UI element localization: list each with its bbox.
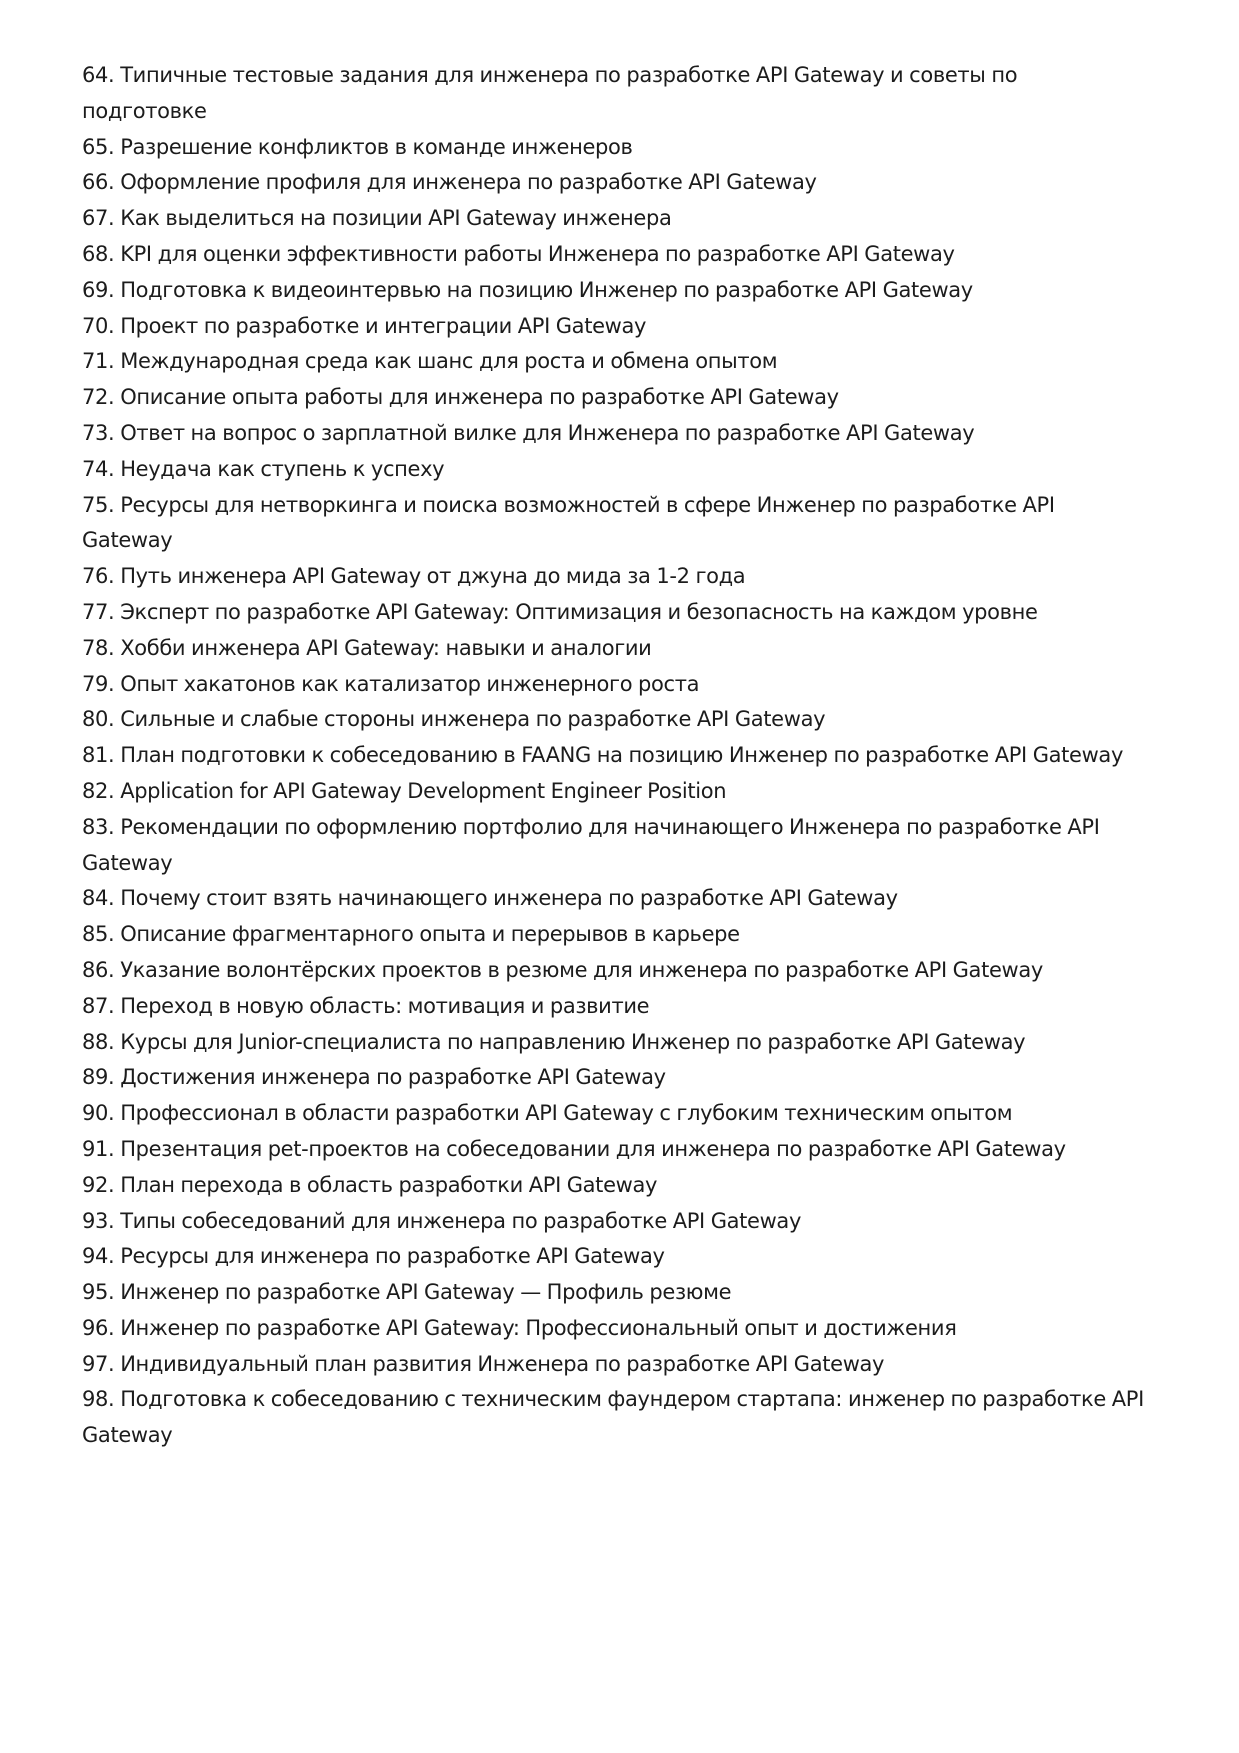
list-item — [82, 702, 1147, 738]
list-item — [82, 595, 1147, 631]
item-text: Разрешение конфликтов в команде инженеров — [120, 134, 633, 159]
list-item — [82, 1347, 1147, 1383]
item-number: 91. — [82, 1136, 115, 1161]
item-number: 72. — [82, 385, 115, 410]
topic-list — [82, 58, 1147, 1454]
item-number: 79. — [82, 671, 115, 696]
item-number: 64. — [82, 63, 115, 87]
item-number: 97. — [82, 1351, 115, 1376]
item-number: 74. — [82, 456, 115, 481]
list-item — [82, 452, 1147, 488]
list-item — [82, 130, 1147, 166]
item-number: 78. — [82, 635, 115, 660]
list-item — [82, 1060, 1147, 1096]
item-text: Путь инженера API Gateway от джуна до мида за 1-2 года — [120, 564, 746, 589]
item-text: Типы собеседований для инженера по разработке API Gateway — [120, 1208, 802, 1233]
item-number: 76. — [82, 564, 115, 589]
item-number: 66. — [82, 170, 115, 195]
item-text: Описание фрагментарного опыта и перерывов в карьере — [120, 922, 740, 947]
list-item — [82, 201, 1147, 237]
item-text: Оформление профиля для инженера по разработке API Gateway — [120, 170, 817, 195]
item-number: 96. — [82, 1315, 115, 1340]
list-item — [82, 774, 1147, 810]
item-number: 90. — [82, 1101, 115, 1126]
list-item — [82, 237, 1147, 273]
item-text: Ресурсы для инженера по разработке API Gateway — [120, 1244, 665, 1269]
list-item — [82, 1204, 1147, 1240]
item-text: Сильные и слабые стороны инженера по разработке API Gateway — [120, 707, 826, 732]
item-text: Ответ на вопрос о зарплатной вилке для Инженера по разработке API Gateway — [120, 420, 975, 445]
item-text: Курсы для Junior-специалиста по направлению Инженер по разработке API Gateway — [120, 1029, 1026, 1054]
item-text: Подготовка к видеоинтервью на позицию Инженер по разработке API Gateway — [120, 277, 973, 302]
item-text: Инженер по разработке API Gateway: Профессиональный опыт и достижения — [120, 1315, 957, 1340]
item-number: 94. — [82, 1244, 115, 1269]
item-text: Переход в новую область: мотивация и развитие — [120, 993, 650, 1018]
list-item — [82, 917, 1147, 953]
item-number: 98. — [82, 1387, 115, 1412]
item-number: 80. — [82, 707, 115, 732]
item-number: 86. — [82, 957, 115, 982]
list-item — [82, 631, 1147, 667]
list-item — [82, 1239, 1147, 1275]
item-number: 70. — [82, 313, 115, 338]
item-text: Рекомендации по оформлению портфолио для начинающего Инженера по разработке API Gateway — [82, 814, 1100, 875]
item-number: 69. — [82, 277, 115, 302]
item-text: Профессионал в области разработки API Gateway с глубоким техническим опытом — [120, 1101, 1013, 1126]
item-number: 71. — [82, 349, 115, 374]
list-item — [82, 1096, 1147, 1132]
item-number: 87. — [82, 993, 115, 1018]
list-item — [82, 559, 1147, 595]
item-number: 95. — [82, 1280, 115, 1305]
list-item — [82, 1275, 1147, 1311]
list-item — [82, 1132, 1147, 1168]
item-number: 68. — [82, 241, 115, 266]
item-number: 82. — [82, 778, 115, 803]
item-text: План перехода в область разработки API Gateway — [120, 1172, 658, 1197]
item-text: KPI для оценки эффективности работы Инженера по разработке API Gateway — [120, 241, 955, 266]
item-text: Международная среда как шанс для роста и обмена опытом — [120, 349, 778, 374]
item-number: 67. — [82, 206, 115, 231]
list-item — [82, 1382, 1147, 1454]
item-number: 93. — [82, 1208, 115, 1233]
item-number: 88. — [82, 1029, 115, 1054]
list-item — [82, 953, 1147, 989]
item-text: Почему стоит взять начинающего инженера по разработке API Gateway — [120, 886, 898, 911]
document-page — [82, 58, 1147, 1454]
item-text: Опыт хакатонов как катализатор инженерного роста — [120, 671, 700, 696]
item-text: Указание волонтёрских проектов в резюме для инженера по разработке API Gateway — [120, 957, 1043, 982]
item-text: Типичные тестовые задания для инженера по разработке API Gateway и советы по подготовке — [82, 63, 1018, 123]
item-text: Неудача как ступень к успеху — [120, 456, 445, 481]
item-number: 89. — [82, 1065, 115, 1090]
item-number: 85. — [82, 922, 115, 947]
item-text: Ресурсы для нетворкинга и поиска возможностей в сфере Инженер по разработке API Gateway — [82, 492, 1055, 553]
item-text: Эксперт по разработке API Gateway: Оптимизация и безопасность на каждом уровне — [120, 599, 1038, 624]
list-item — [82, 738, 1147, 774]
list-item — [82, 881, 1147, 917]
list-item — [82, 416, 1147, 452]
item-number: 83. — [82, 814, 115, 839]
item-text: Проект по разработке и интеграции API Gateway — [120, 313, 647, 338]
item-text: Application for API Gateway Development Engineer Position — [120, 778, 727, 803]
item-number: 75. — [82, 492, 115, 517]
item-number: 73. — [82, 420, 115, 445]
list-item — [82, 58, 1147, 130]
list-item — [82, 1311, 1147, 1347]
list-item — [82, 380, 1147, 416]
list-item — [82, 344, 1147, 380]
list-item — [82, 309, 1147, 345]
item-text: Описание опыта работы для инженера по разработке API Gateway — [120, 385, 839, 410]
item-number: 92. — [82, 1172, 115, 1197]
item-text: Как выделиться на позиции API Gateway инженера — [120, 206, 672, 231]
item-number: 84. — [82, 886, 115, 911]
item-text: Хобби инженера API Gateway: навыки и аналогии — [120, 635, 652, 660]
list-item — [82, 488, 1147, 560]
item-number: 77. — [82, 599, 115, 624]
item-text: Индивидуальный план развития Инженера по разработке API Gateway — [120, 1351, 885, 1376]
item-text: Инженер по разработке API Gateway — Профиль резюме — [120, 1280, 732, 1305]
list-item — [82, 1168, 1147, 1204]
list-item — [82, 810, 1147, 882]
list-item — [82, 667, 1147, 703]
item-text: Презентация pet-проектов на собеседовании для инженера по разработке API Gateway — [120, 1136, 1066, 1161]
list-item — [82, 989, 1147, 1025]
list-item — [82, 165, 1147, 201]
item-text: Подготовка к собеседованию с техническим фаундером стартапа: инженер по разработке API Gateway — [82, 1387, 1144, 1448]
item-number: 65. — [82, 134, 115, 159]
item-text: План подготовки к собеседованию в FAANG на позицию Инженер по разработке API Gateway — [120, 743, 1124, 768]
list-item — [82, 1025, 1147, 1061]
item-number: 81. — [82, 743, 115, 768]
list-item — [82, 273, 1147, 309]
item-text: Достижения инженера по разработке API Gateway — [120, 1065, 666, 1090]
